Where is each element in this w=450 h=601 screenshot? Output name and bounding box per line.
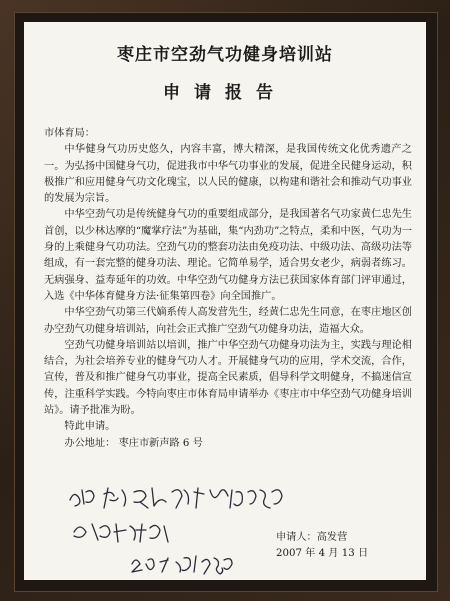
office-address: 办公地址： 枣庄市新声路 6 号: [64, 437, 203, 449]
paragraph-2: 中华空劲气功是传统健身气功的重要组成部分，是我国著名气功家黄仁忠先生首创，以少林达摩的“魔掌疗法”为基础，集“内劲功”之特点，柔和中医，气功为一身的上乘健身气功功法。空劲气功的整套功法由免疫功法、中级功法、高级功法等组成，有一套完整的健身功法、理论。它简单易学，适合男女老少，病弱者练习。无病强身、益寿延年的功效。中华空劲气功健身方法已获国家体育部门评审通过，入选《中华体育健身方法·征集第四卷》向全国推广。: [44, 209, 412, 302]
document-body: [44, 126, 412, 452]
handwritten-approval-signature: [64, 478, 294, 578]
document-page: [24, 22, 426, 580]
paragraph-1: 中华健身气功历史悠久，内容丰富，博大精深，是我国传统文化优秀遗产之一。为弘扬中国健身气功，促进我市中华气功事业的发展，促进全民健身运动，积极推广和应用健身气功文化瑰宝，以人民的健康，以构建和谐社会和推动气功事业的发展为宗旨。: [44, 144, 412, 205]
signature-block: [276, 530, 416, 563]
document-subtitle: 申请报告: [163, 83, 287, 103]
document-title: 枣庄市空劲气功健身培训站: [117, 45, 333, 65]
document-date: 2007 年 4 月 13 日: [276, 548, 369, 560]
paragraph-3: 中华空劲气功第三代嫡系传人高发营先生，经黄仁忠先生同意，在枣庄地区创办空劲气功健身培训站，向社会正式推广空劲气功健身功法，造福大众。: [44, 307, 412, 335]
closing-line: 特此申请。: [64, 421, 116, 433]
applicant-line: 申请人：高发营: [276, 532, 348, 543]
paragraph-4: 空劲气功健身培训站以培训，推广中华空劲气功健身功法为主，实践与理论相结合，为社会培养专业的健身气功人才。开展健身气功的应用，学术交流，合作，宣传，普及和推广健身气功事业，提高全民素质，倡导科学文明健身，不搞迷信宣传，注重科学实践。今特向枣庄市体育局申请举办《枣庄市中华空劲气功健身培训站》。请予批准为盼。: [44, 339, 412, 417]
salutation: 市体育局：: [44, 128, 95, 139]
